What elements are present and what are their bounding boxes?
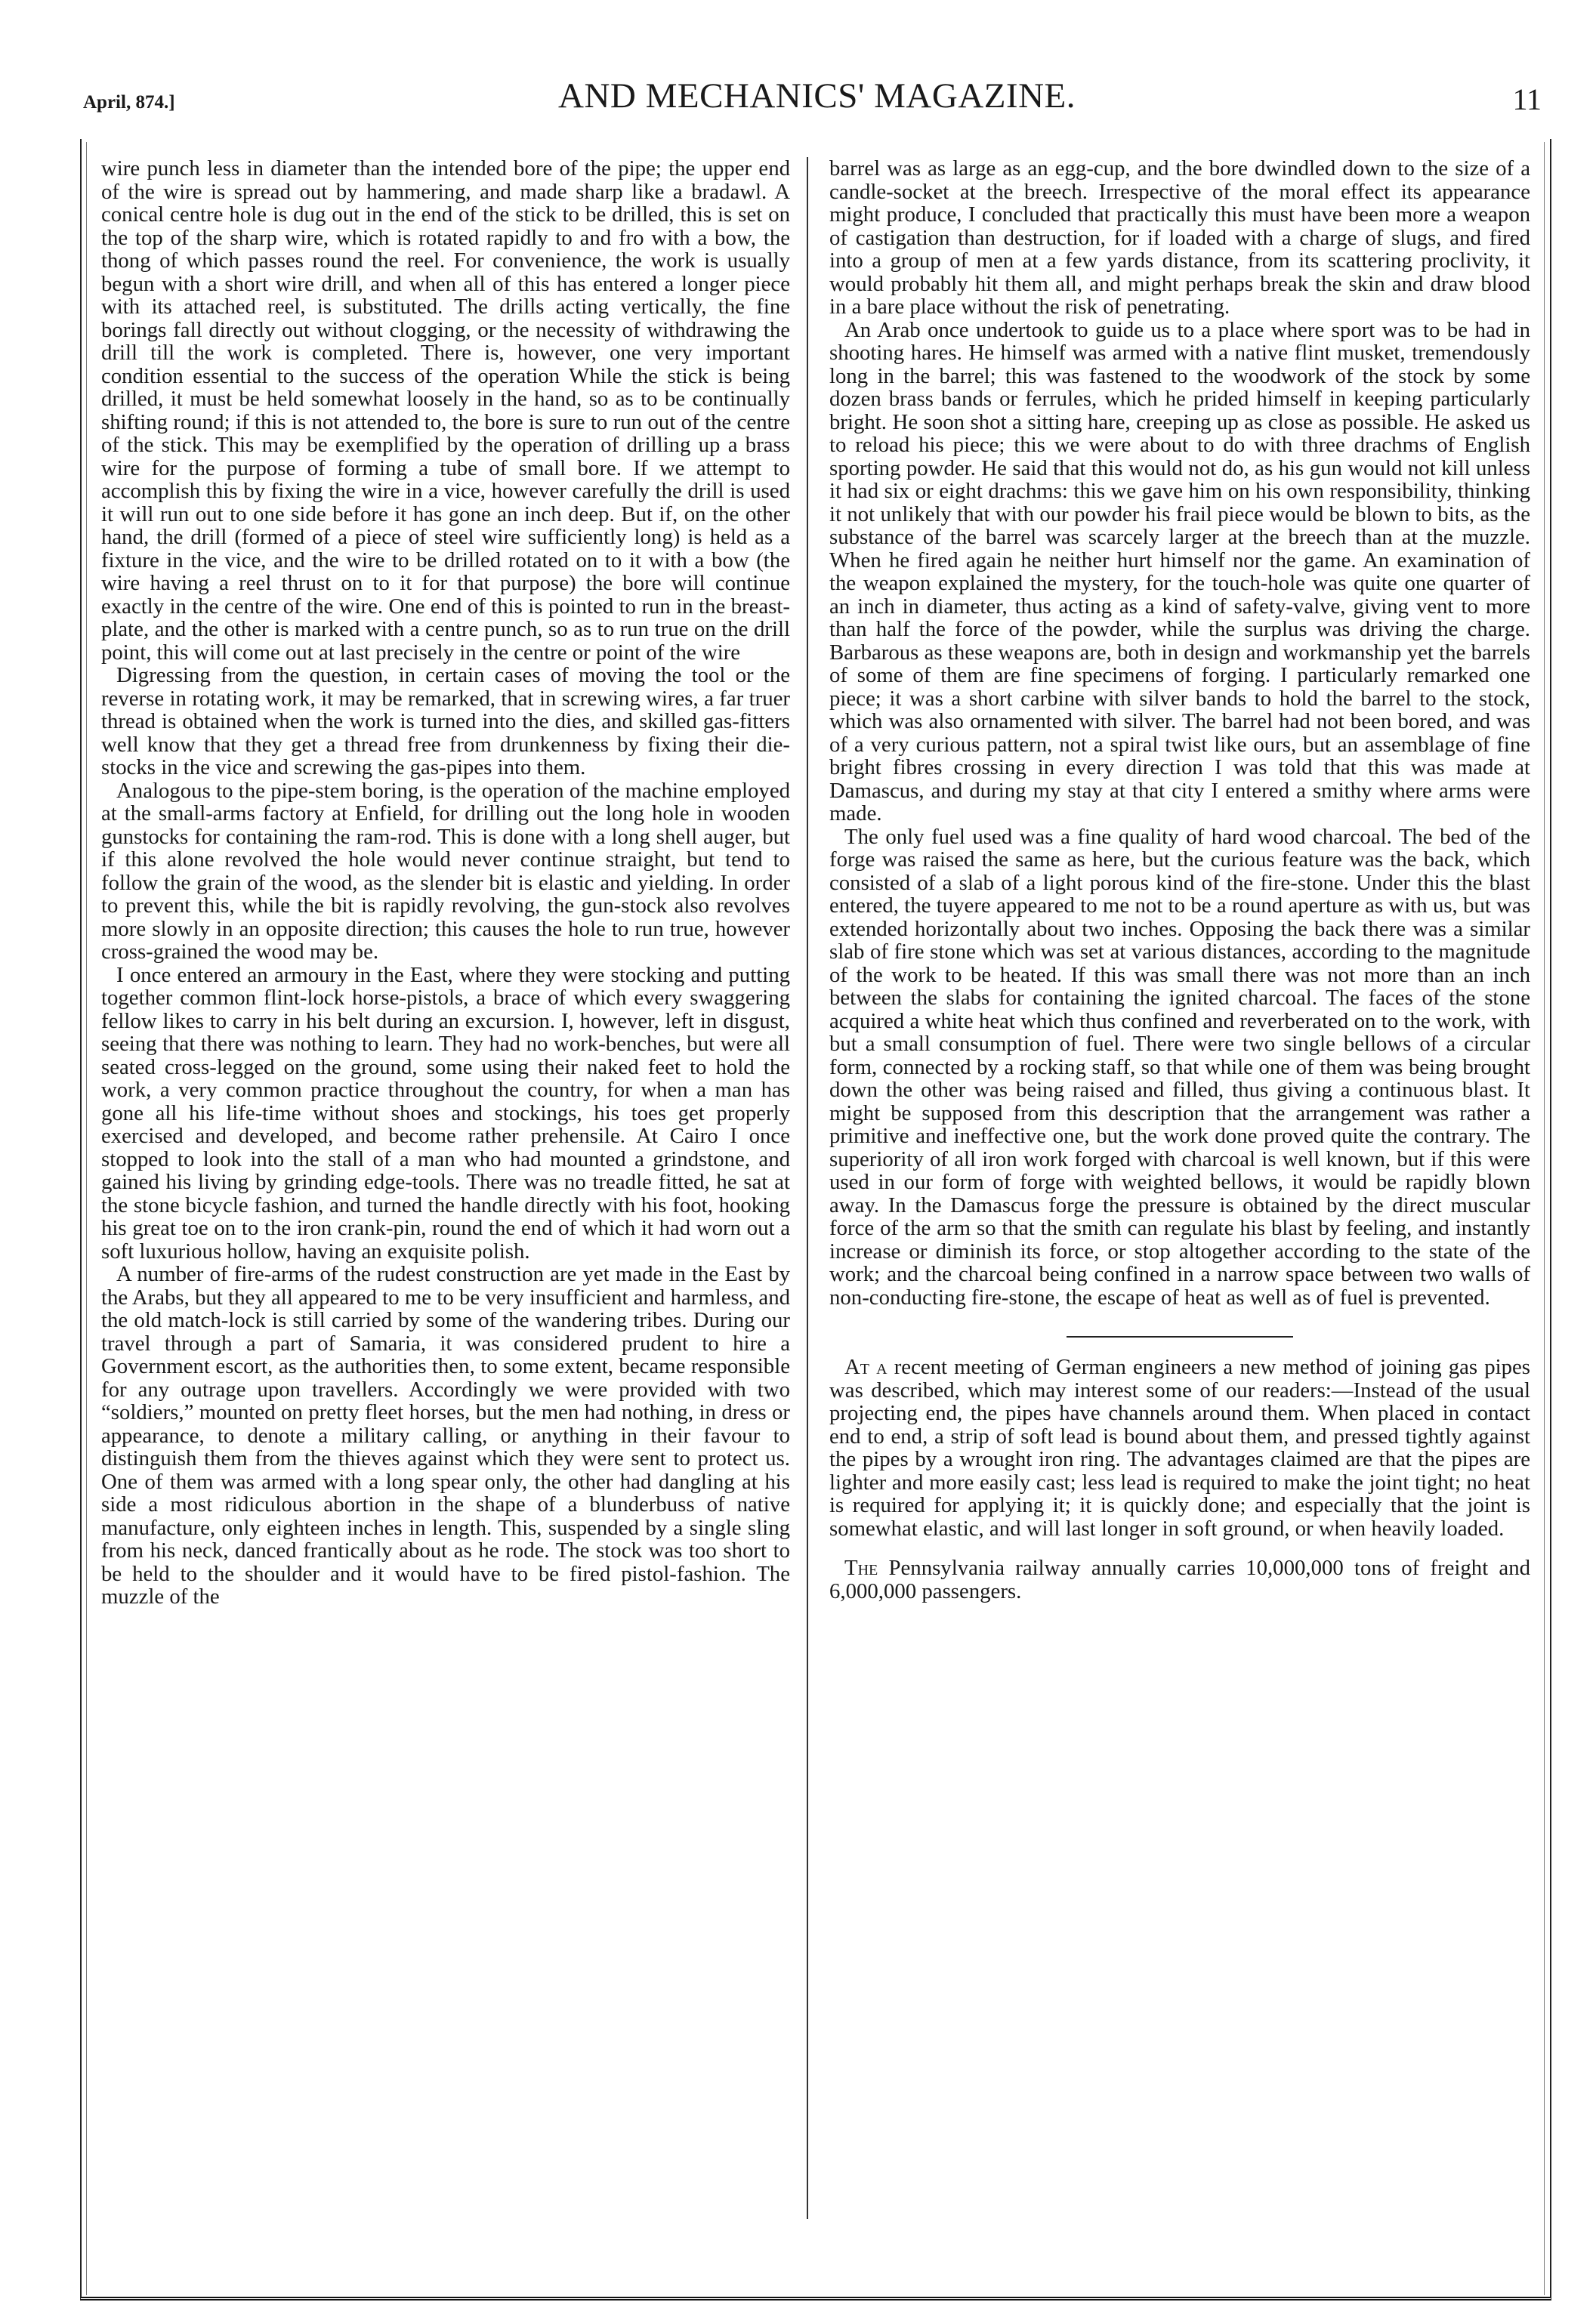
frame-inner-rule-right	[1544, 142, 1545, 2295]
paragraph-pennsylvania-railway	[829, 1557, 1530, 1603]
paragraph-blunderbuss: barrel was as large as an egg-cup, and the bore dwindled down to the size of a candle-socket at the breech. Irrespective of the moral effect its appearance might produce, I concluded that practically this must have been more a weapon of castigation than destruction, for if loaded with a charge of slugs, and fired into a group of men at a few yards distance, from its scattering proclivity, it would probably hit them all, and might perhaps break the skin and draw blood in a bare place without the risk of penetrating.	[829, 157, 1530, 319]
left-column	[101, 157, 790, 2287]
paragraph-eastern-armoury: I once entered an armoury in the East, where they were stocking and putting together common flint-lock horse-pistols, a brace of which every swaggering fellow likes to carry in his belt during an excursion. I, however, left in disgust, seeing that there was nothing to learn. They had no work-benches, but were all seated cross-legged on the ground, some using their naked feet to hold the work, a very common practice throughout the country, for when a man has gone all his life-time without shoes and stockings, his toes get properly exercised and developed, and become rather prehensile. At Cairo I once stopped to look into the stall of a man who had mounted a grindstone, and gained his living by grinding edge-tools. There was no treadle fitted, he sat at the stone bicycle fashion, and turned the handle directly with his foot, hooking his great toe on to the iron crank-pin, round the end of which it had worn out a soft luxurious hollow, having an exquisite polish.	[101, 962, 790, 1264]
magazine-title: AND MECHANICS' MAGAZINE.	[558, 76, 1076, 116]
paragraph-drilling-wire: wire punch less in diameter than the intended bore of the pipe; the upper end of the wire is spread out by hammering, and made sharp like a bradawl. A conical centre hole is dug out in the end of the stick to be drilled, this is set on the top of the sharp wire, which is rotated rapidly to and fro with a bow, the thong of which passes round the reel. For convenience, the work is usually begun with a short wire drill, and when all of this has entered a longer piece with its attached reel, is substituted. The drills acting vertically, the fine borings fall directly out without clogging, or the necessity of withdrawing the drill till the work is completed. There is, however, one very important condition essential to the success of the operation While the stick is being drilled, it must be held somewhat loosely in the hand, so as to be continually shifting round; if this is not attended to, the bore is sure to run out of the centre of the stick. This may be exemplified by the operation of drilling up a brass wire for the purpose of forming a tube of small bore. If we attempt to accomplish this by fixing the wire in a vice, however carefully the drill is used it will run out to one side before it has gone an inch deep. But if, on the other hand, the drill (formed of a piece of steel wire sufficiently long) is held as a fixture in the vice, and the wire to be drilled rotated on to it with a bow (the wire having a reel thrust on to it for that purpose) the bore will continue exactly in the centre of the wire. One end of this is pointed to run in the breast-plate, and the other is marked with a centre punch, so as to run true on the drill point, this will come out at last precisely in the centre or point of the wire	[101, 157, 790, 665]
lead-in-pennsylvania: The	[844, 1556, 878, 1580]
paragraph-enfield-gunstocks: Analogous to the pipe-stem boring, is the operation of the machine employed at the small-arms factory at Enfield, for drilling out the long hole in wooden gunstocks for containing the ram-rod. This is done with a long shell auger, but if this alone revolved the hole would never continue straight, but tend to follow the grain of the wood, as the slender bit is elastic and yielding. In order to prevent this, while the bit is rapidly revolving, the gun-stock also revolves more slowly in an opposite direction; this causes the hole to run true, however cross-grained the wood may be.	[101, 778, 790, 964]
paragraph-damascus-forge: The only fuel used was a fine quality of hard wood charcoal. The bed of the forge was raised the same as here, but the curious feature was the back, which consisted of a slab of a light porous kind of the fire-stone. Under this the blast entered, the tuyere appeared to me not to be a round aperture as with us, but was extended horizontally about two inches. Opposing the back there was a similar slab of fire stone which was set at various distances, according to the magnitude of the work to be heated. If this was small there was not more than an inch between the slabs for containing the ignited charcoal. The faces of the stone acquired a white heat which thus confined and reverberated on to the work, with but a small consumption of fuel. There were two single bellows of a circular form, connected by a rocking staff, so that while one of them was being brought down the other was being raised and filled, thus giving a continuous blast. It might be supposed from this description that the arrangement was rather a primitive and ineffective one, but the work done proved quite the contrary. The superiority of all iron work forged with charcoal is well known, but if this were used in our form of forge with weighted bellows, it would be rapidly blown away. In the Damascus forge the pressure is obtained by the direct muscular force of the arm so that the smith can regulate his blast by feeling, and instantly increase or diminish its force, or stop altogether according to the state of the work; and the charcoal being confined in a narrow space between two walls of non-conducting fire-stone, the escape of heat as well as of fuel is prevented.	[829, 824, 1530, 1310]
column-divider	[807, 157, 808, 2219]
paragraph-arab-firearms: A number of fire-arms of the rudest construction are yet made in the East by the Arabs, but they all appeared to me to be very insufficient and harmless, and the old match-lock is still carried by some of the wandering tribes. During our travel through a part of Samaria, it was considered prudent to hire a Government escort, as the authorities then, to some extent, became responsible for any outrage upon travellers. Accordingly we were provided with two “soldiers,” mounted on pretty fleet horses, but the men had nothing, in dress or appearance, to denote a military calling, or anything in their favour to distinguish them from the thieves against which they were sent to protect us. One of them was armed with a long spear only, the other had dangling at his side a most ridiculous abortion in the shape of a blunderbuss of native manufacture, only eighteen inches in length. This, suspended by a single sling from his neck, danced frantically about as he rode. The stock was too short to be held to the shoulder and it would have to be fired pistol-fashion. The muzzle of the	[101, 1262, 790, 1609]
gas-pipes-text: recent meeting of German engineers a new method of joining gas pipes was described, which may interest some of our readers:—Instead of the usual projecting end, the pipes have channels around them. When placed in contact end to end, a strip of soft lead is bound about them, and pressed tightly against the pipes by a wrought iron ring. The advantages claimed are that the pipes are lighter and more easily cast; less lead is required to make the joint tight; no heat is required for applying it; it is quickly done; and especially that the joint is somewhat elastic, and will last longer in soft ground, or when heavily loaded.	[829, 1355, 1530, 1541]
lead-in-gas-pipes: At a	[844, 1355, 888, 1379]
page-number: 11	[1512, 82, 1542, 116]
running-head	[83, 76, 1551, 121]
section-rule	[1067, 1336, 1293, 1338]
pennsylvania-text: Pennsylvania railway annually carries 10,000,000 tons of freight and 6,000,000 passengers.	[829, 1556, 1530, 1603]
frame-inner-rule-left	[86, 142, 87, 2295]
issue-date: April, 874.]	[83, 92, 175, 113]
paragraph-arab-guide: An Arab once undertook to guide us to a place where sport was to be had in shooting hares. He himself was armed with a native flint musket, tremendously long in the barrel; this was fastened to the woodwork of the stock by some dozen brass bands or ferrules, which he prided himself in keeping particularly bright. He soon shot a sitting hare, creeping up as close as possible. He asked us to reload his piece; this we were about to do with three drachms of English sporting powder. He said that this would not do, as his gun would not kill unless it had six or eight drachms: this we gave him on his own responsibility, thinking it not unlikely that with our powder his frail piece would be blown to bits, as the substance of the barrel was scarcely larger at the breech than at the muzzle. When he fired again he neither hurt himself nor the game. An examination of the weapon explained the mystery, for the touch-hole was quite one quarter of an inch in diameter, thus acting as a kind of safety-valve, giving vent to more than half the force of the powder, while the surplus was driving the charge. Barbarous as these weapons are, both in design and workmanship yet the barrels of some of them are fine specimens of forging. I particularly remarked one piece; it was a short carbine with silver bands to hold the barrel to the stock, which was also ornamented with silver. The barrel had not been bored, and was of a very curious pattern, not a spiral twist like ours, but an assemblage of fine bright fibres crossing in every direction I was told that this was made at Damascus, and during my stay at that city I entered a smithy where arms were made.	[829, 317, 1530, 825]
paragraph-gas-pipes	[829, 1356, 1530, 1540]
paragraph-screwing-wires: Digressing from the question, in certain cases of moving the tool or the reverse in rotating work, it may be remarked, that in screwing wires, a far truer thread is obtained when the work is turned into the dies, and skilled gas-fitters well know that they get a thread free from drunkenness by fixing their die-stocks in the vice and screwing the gas-pipes into them.	[101, 663, 790, 779]
right-column	[829, 157, 1530, 2287]
